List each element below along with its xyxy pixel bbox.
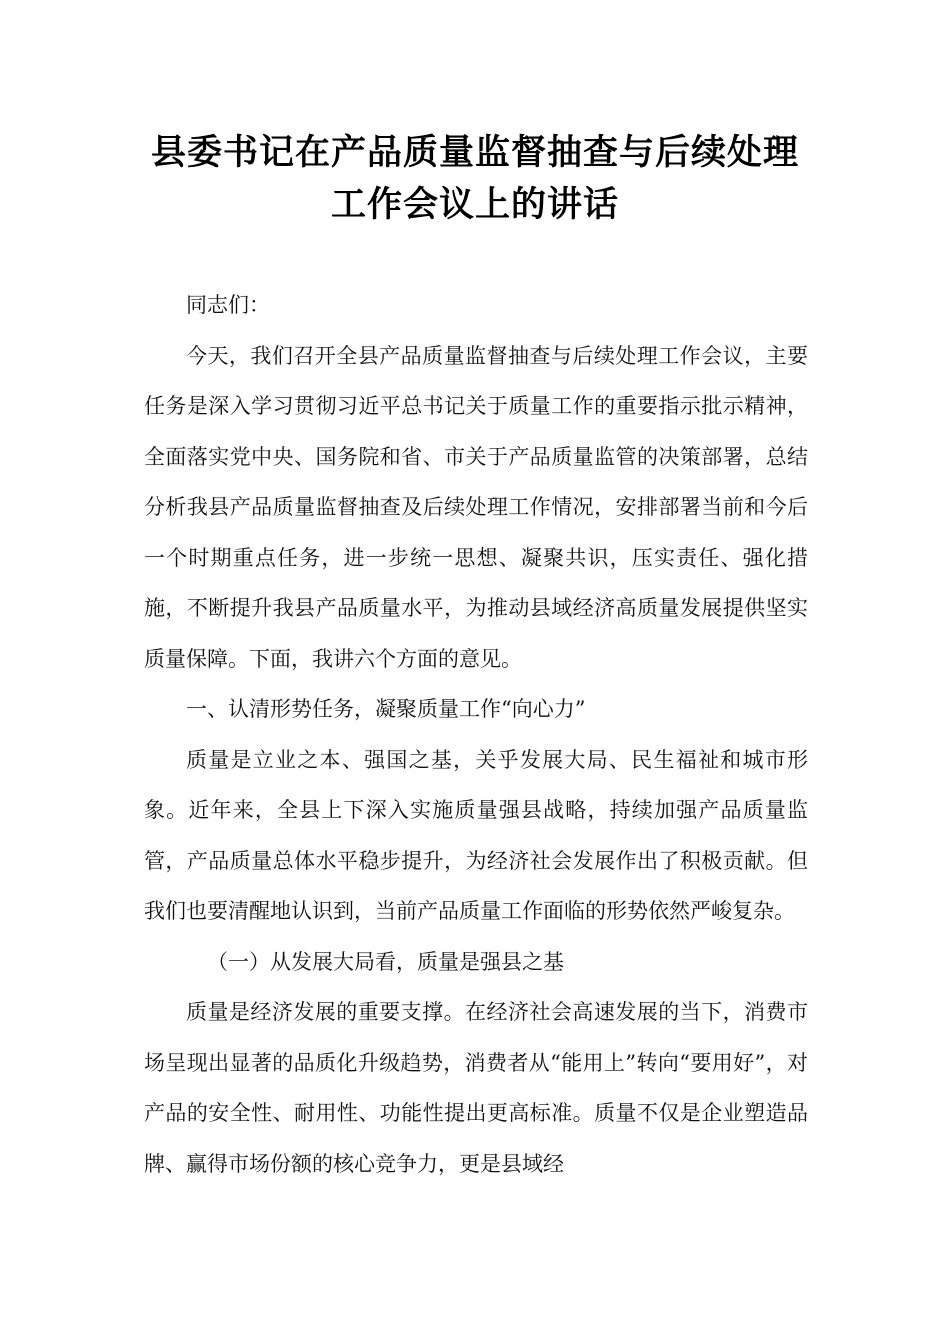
paragraph-subsection-1: 质量是经济发展的重要支撑。在经济社会高速发展的当下，消费市场呈现出显著的品质化升级趋势，消费者从“能用上”转向“要用好”，对产品的安全性、耐用性、功能性提出更高标准。质量不仅是企业塑造品牌、赢得市场份额的核心竞争力，更是县域经 [144, 1000, 808, 1176]
document-title-line-1: 县委书记在产品质量监督抽查与后续处理 [150, 133, 799, 173]
paragraph-intro: 今天，我们召开全县产品质量监督抽查与后续处理工作会议，主要任务是深入学习贯彻习近平总书记关于质量工作的重要指示批示精神，全面落实党中央、国务院和省、市关于产品质量监管的决策部署，总结分析我县产品质量监督抽查及后续处理工作情况，安排部署当前和今后一个时期重点任务，进一步统一思想、凝聚共识，压实责任、强化措施，不断提升我县产品质量水平，为推动县域经济高质量发展提供坚实质量保障。下面，我讲六个方面的意见。 [144, 343, 808, 671]
salutation: 同志们： [186, 293, 270, 317]
section-heading-1: 一、认清形势任务，凝聚质量工作“向心力” [186, 697, 586, 721]
subsection-heading-1: （一）从发展大局看，质量是强县之基 [207, 949, 564, 974]
document-title-line-2: 工作会议上的讲话 [330, 185, 619, 225]
paragraph-section-1: 质量是立业之本、强国之基，关乎发展大局、民生福祉和城市形象。近年来，全县上下深入实施质量强县战略，持续加强产品质量监管，产品质量总体水平稳步提升，为经济社会发展作出了积极贡献。但我们也要清醒地认识到，当前产品质量工作面临的形势依然严峻复杂。 [144, 747, 808, 923]
document-body [144, 280, 808, 1189]
